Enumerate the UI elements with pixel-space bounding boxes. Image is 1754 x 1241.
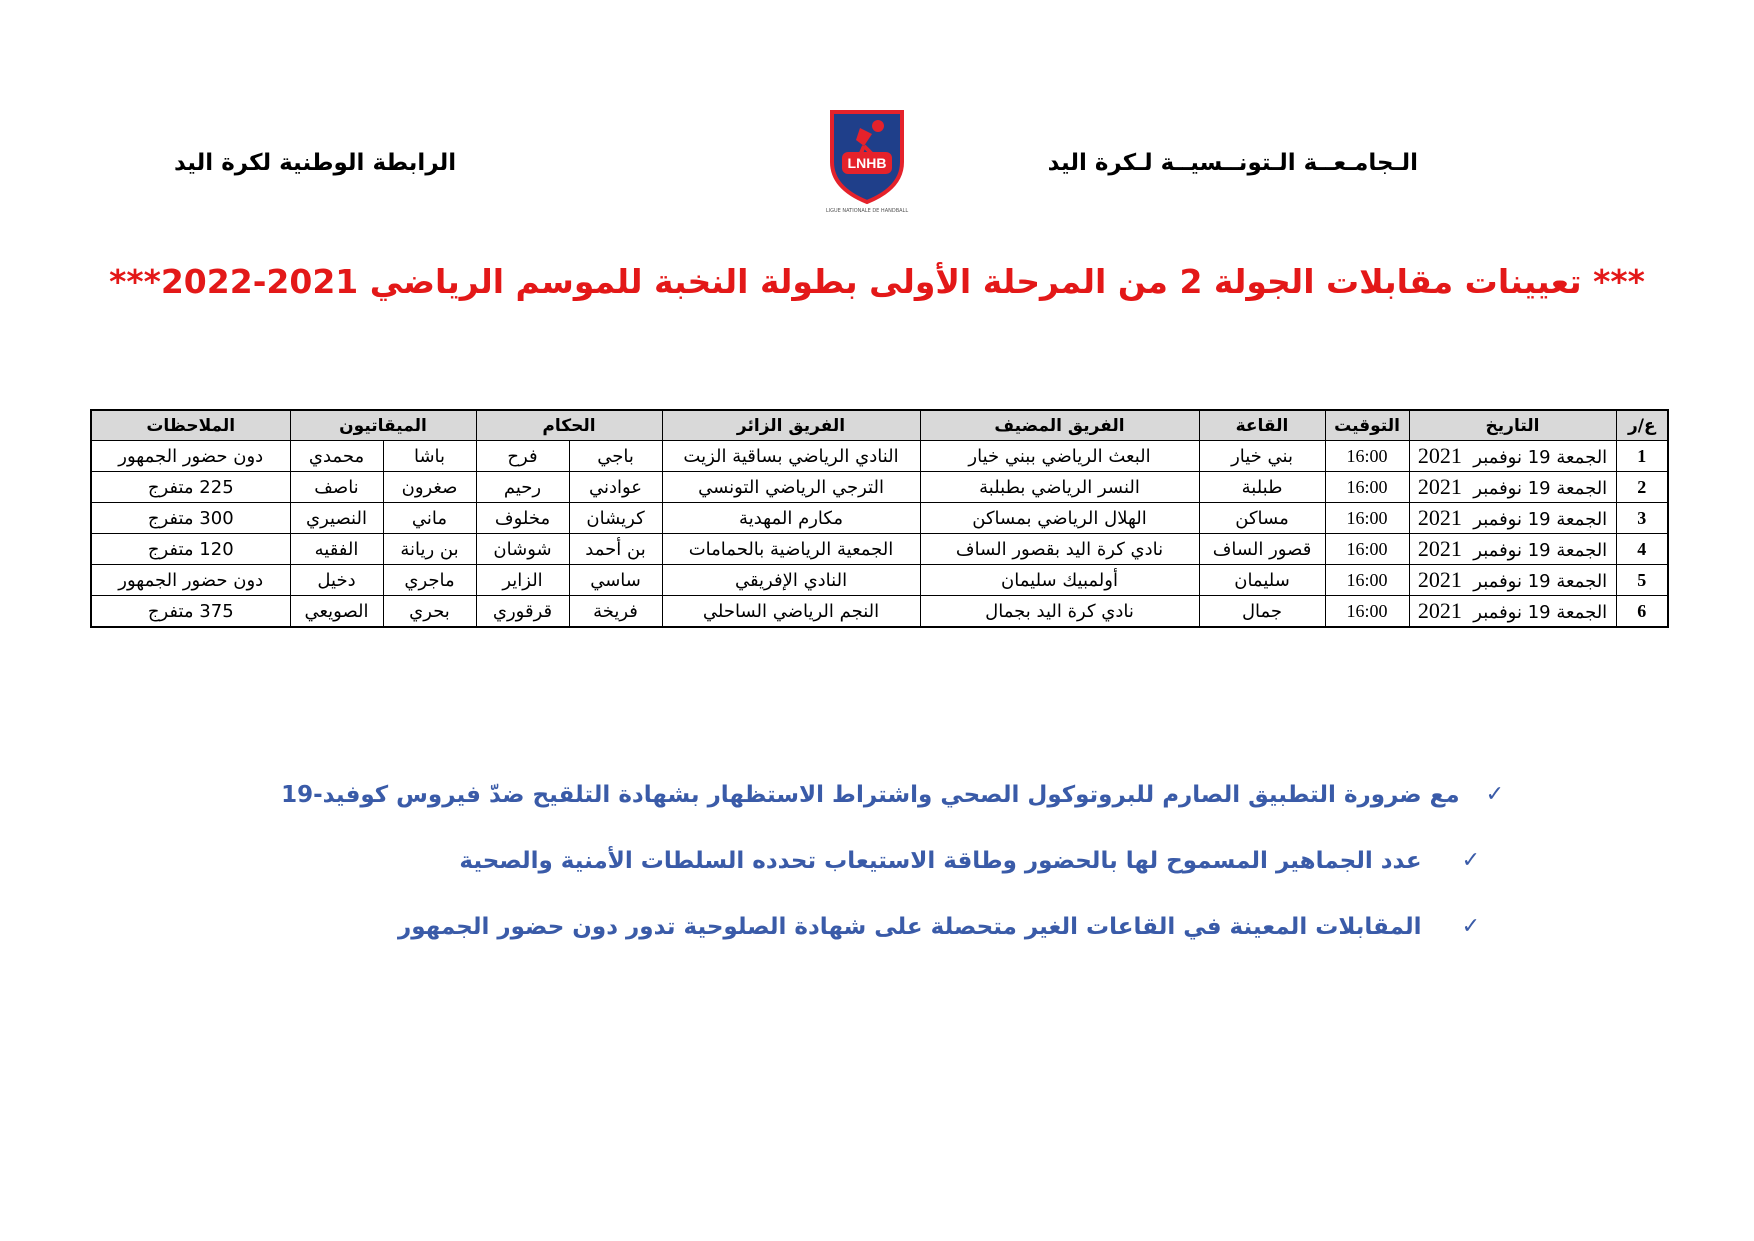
match-day: الجمعة 19 نوفمبر bbox=[1473, 447, 1608, 468]
match-time: 16:00 bbox=[1325, 503, 1409, 534]
checkmark-icon: ✓ bbox=[1461, 914, 1480, 939]
match-day: الجمعة 19 نوفمبر bbox=[1473, 540, 1608, 561]
note-item bbox=[281, 828, 1480, 894]
referee-2: شوشان bbox=[476, 534, 569, 565]
away-team: النادي الرياضي بساقية الزيت bbox=[662, 441, 920, 472]
match-year: 2021 bbox=[1417, 443, 1462, 468]
home-team: البعث الرياضي ببني خيار bbox=[920, 441, 1199, 472]
referee-2: قرقوري bbox=[476, 596, 569, 628]
match-date bbox=[1409, 534, 1616, 565]
notes-list bbox=[281, 762, 1504, 960]
timekeeper-2: محمدي bbox=[290, 441, 383, 472]
referee-1: ساسي bbox=[569, 565, 662, 596]
note-item bbox=[281, 894, 1480, 960]
match-date bbox=[1409, 441, 1616, 472]
away-team: النجم الرياضي الساحلي bbox=[662, 596, 920, 628]
referee-1: بن أحمد bbox=[569, 534, 662, 565]
header-away-team: الفريق الزائر bbox=[662, 410, 920, 441]
table-row bbox=[91, 534, 1668, 565]
match-time: 16:00 bbox=[1325, 534, 1409, 565]
timekeeper-2: الفقيه bbox=[290, 534, 383, 565]
match-time: 16:00 bbox=[1325, 472, 1409, 503]
referee-1: عوادني bbox=[569, 472, 662, 503]
match-day: الجمعة 19 نوفمبر bbox=[1473, 571, 1608, 592]
match-date bbox=[1409, 472, 1616, 503]
timekeeper-1: ماجري bbox=[383, 565, 476, 596]
match-time: 16:00 bbox=[1325, 441, 1409, 472]
match-year: 2021 bbox=[1417, 474, 1462, 499]
match-year: 2021 bbox=[1417, 505, 1462, 530]
table-header-row bbox=[91, 410, 1668, 441]
match-number: 6 bbox=[1616, 596, 1668, 628]
match-note: دون حضور الجمهور bbox=[91, 441, 290, 472]
match-year: 2021 bbox=[1417, 536, 1462, 561]
home-team: الهلال الرياضي بمساكن bbox=[920, 503, 1199, 534]
fixtures-table bbox=[90, 409, 1669, 628]
timekeeper-2: ناصف bbox=[290, 472, 383, 503]
match-year: 2021 bbox=[1417, 598, 1462, 623]
logo-subtext: LIGUE NATIONALE DE HANDBALL bbox=[825, 208, 909, 214]
logo-text: LNHB bbox=[847, 155, 887, 171]
header-timekeepers: الميقاتيون bbox=[290, 410, 476, 441]
header-notes: الملاحظات bbox=[91, 410, 290, 441]
away-team: الترجي الرياضي التونسي bbox=[662, 472, 920, 503]
match-number: 4 bbox=[1616, 534, 1668, 565]
timekeeper-1: بحري bbox=[383, 596, 476, 628]
match-date bbox=[1409, 565, 1616, 596]
referee-1: فريخة bbox=[569, 596, 662, 628]
header-referees: الحكام bbox=[476, 410, 662, 441]
timekeeper-2: دخيل bbox=[290, 565, 383, 596]
home-team: أولمبيك سليمان bbox=[920, 565, 1199, 596]
match-note: دون حضور الجمهور bbox=[91, 565, 290, 596]
table-row bbox=[91, 503, 1668, 534]
match-time: 16:00 bbox=[1325, 565, 1409, 596]
match-date bbox=[1409, 596, 1616, 628]
match-time: 16:00 bbox=[1325, 596, 1409, 628]
match-day: الجمعة 19 نوفمبر bbox=[1473, 509, 1608, 530]
header-number: ع/ر bbox=[1616, 410, 1668, 441]
table-row bbox=[91, 596, 1668, 628]
match-number: 3 bbox=[1616, 503, 1668, 534]
table-row bbox=[91, 441, 1668, 472]
match-date bbox=[1409, 503, 1616, 534]
note-text: مع ضرورة التطبيق الصارم للبروتوكول الصحي واشتراط الاستظهار بشهادة التلقيح ضدّ فيروس كوفيد-19 bbox=[281, 782, 1460, 808]
match-day: الجمعة 19 نوفمبر bbox=[1473, 478, 1608, 499]
header-home-team: الفريق المضيف bbox=[920, 410, 1199, 441]
match-day: الجمعة 19 نوفمبر bbox=[1473, 602, 1608, 623]
timekeeper-2: الصويعي bbox=[290, 596, 383, 628]
page-title: *** تعيينات مقابلات الجولة 2 من المرحلة الأولى بطولة النخبة للموسم الرياضي 2021-2022*** bbox=[109, 262, 1645, 301]
timekeeper-1: باشا bbox=[383, 441, 476, 472]
table-row bbox=[91, 565, 1668, 596]
referee-2: الزاير bbox=[476, 565, 569, 596]
referee-2: رحيم bbox=[476, 472, 569, 503]
home-team: نادي كرة اليد بقصور الساف bbox=[920, 534, 1199, 565]
timekeeper-1: صغرون bbox=[383, 472, 476, 503]
checkmark-icon: ✓ bbox=[1485, 782, 1504, 807]
checkmark-icon: ✓ bbox=[1461, 848, 1480, 873]
note-item bbox=[281, 762, 1504, 828]
table-row bbox=[91, 472, 1668, 503]
away-team: النادي الإفريقي bbox=[662, 565, 920, 596]
home-team: نادي كرة اليد بجمال bbox=[920, 596, 1199, 628]
match-venue: جمال bbox=[1199, 596, 1325, 628]
note-text: عدد الجماهير المسموح لها بالحضور وطاقة الاستيعاب تحدده السلطات الأمنية والصحية bbox=[459, 848, 1422, 874]
referee-2: مخلوف bbox=[476, 503, 569, 534]
note-text: المقابلات المعينة في القاعات الغير متحصلة على شهادة الصلوحية تدور دون حضور الجمهور bbox=[398, 914, 1422, 940]
header-time: التوقيت bbox=[1325, 410, 1409, 441]
away-team: الجمعية الرياضية بالحمامات bbox=[662, 534, 920, 565]
league-logo bbox=[812, 110, 922, 216]
match-venue: سليمان bbox=[1199, 565, 1325, 596]
match-venue: بني خيار bbox=[1199, 441, 1325, 472]
referee-1: باجي bbox=[569, 441, 662, 472]
match-venue: طبلبة bbox=[1199, 472, 1325, 503]
timekeeper-1: بن ريانة bbox=[383, 534, 476, 565]
match-venue: مساكن bbox=[1199, 503, 1325, 534]
match-note: 225 متفرج bbox=[91, 472, 290, 503]
match-number: 1 bbox=[1616, 441, 1668, 472]
match-note: 375 متفرج bbox=[91, 596, 290, 628]
home-team: النسر الرياضي بطبلبة bbox=[920, 472, 1199, 503]
timekeeper-2: النصيري bbox=[290, 503, 383, 534]
match-note: 300 متفرج bbox=[91, 503, 290, 534]
league-name: الرابطة الوطنية لكرة اليد bbox=[174, 150, 457, 176]
referee-1: كريشان bbox=[569, 503, 662, 534]
header-date: التاريخ bbox=[1409, 410, 1616, 441]
match-venue: قصور الساف bbox=[1199, 534, 1325, 565]
match-number: 5 bbox=[1616, 565, 1668, 596]
federation-name: الـجامـعــة الـتونــسيــة لـكرة اليد bbox=[1047, 150, 1418, 176]
match-note: 120 متفرج bbox=[91, 534, 290, 565]
match-number: 2 bbox=[1616, 472, 1668, 503]
header-venue: القاعة bbox=[1199, 410, 1325, 441]
referee-2: فرح bbox=[476, 441, 569, 472]
match-year: 2021 bbox=[1417, 567, 1462, 592]
away-team: مكارم المهدية bbox=[662, 503, 920, 534]
timekeeper-1: ماني bbox=[383, 503, 476, 534]
